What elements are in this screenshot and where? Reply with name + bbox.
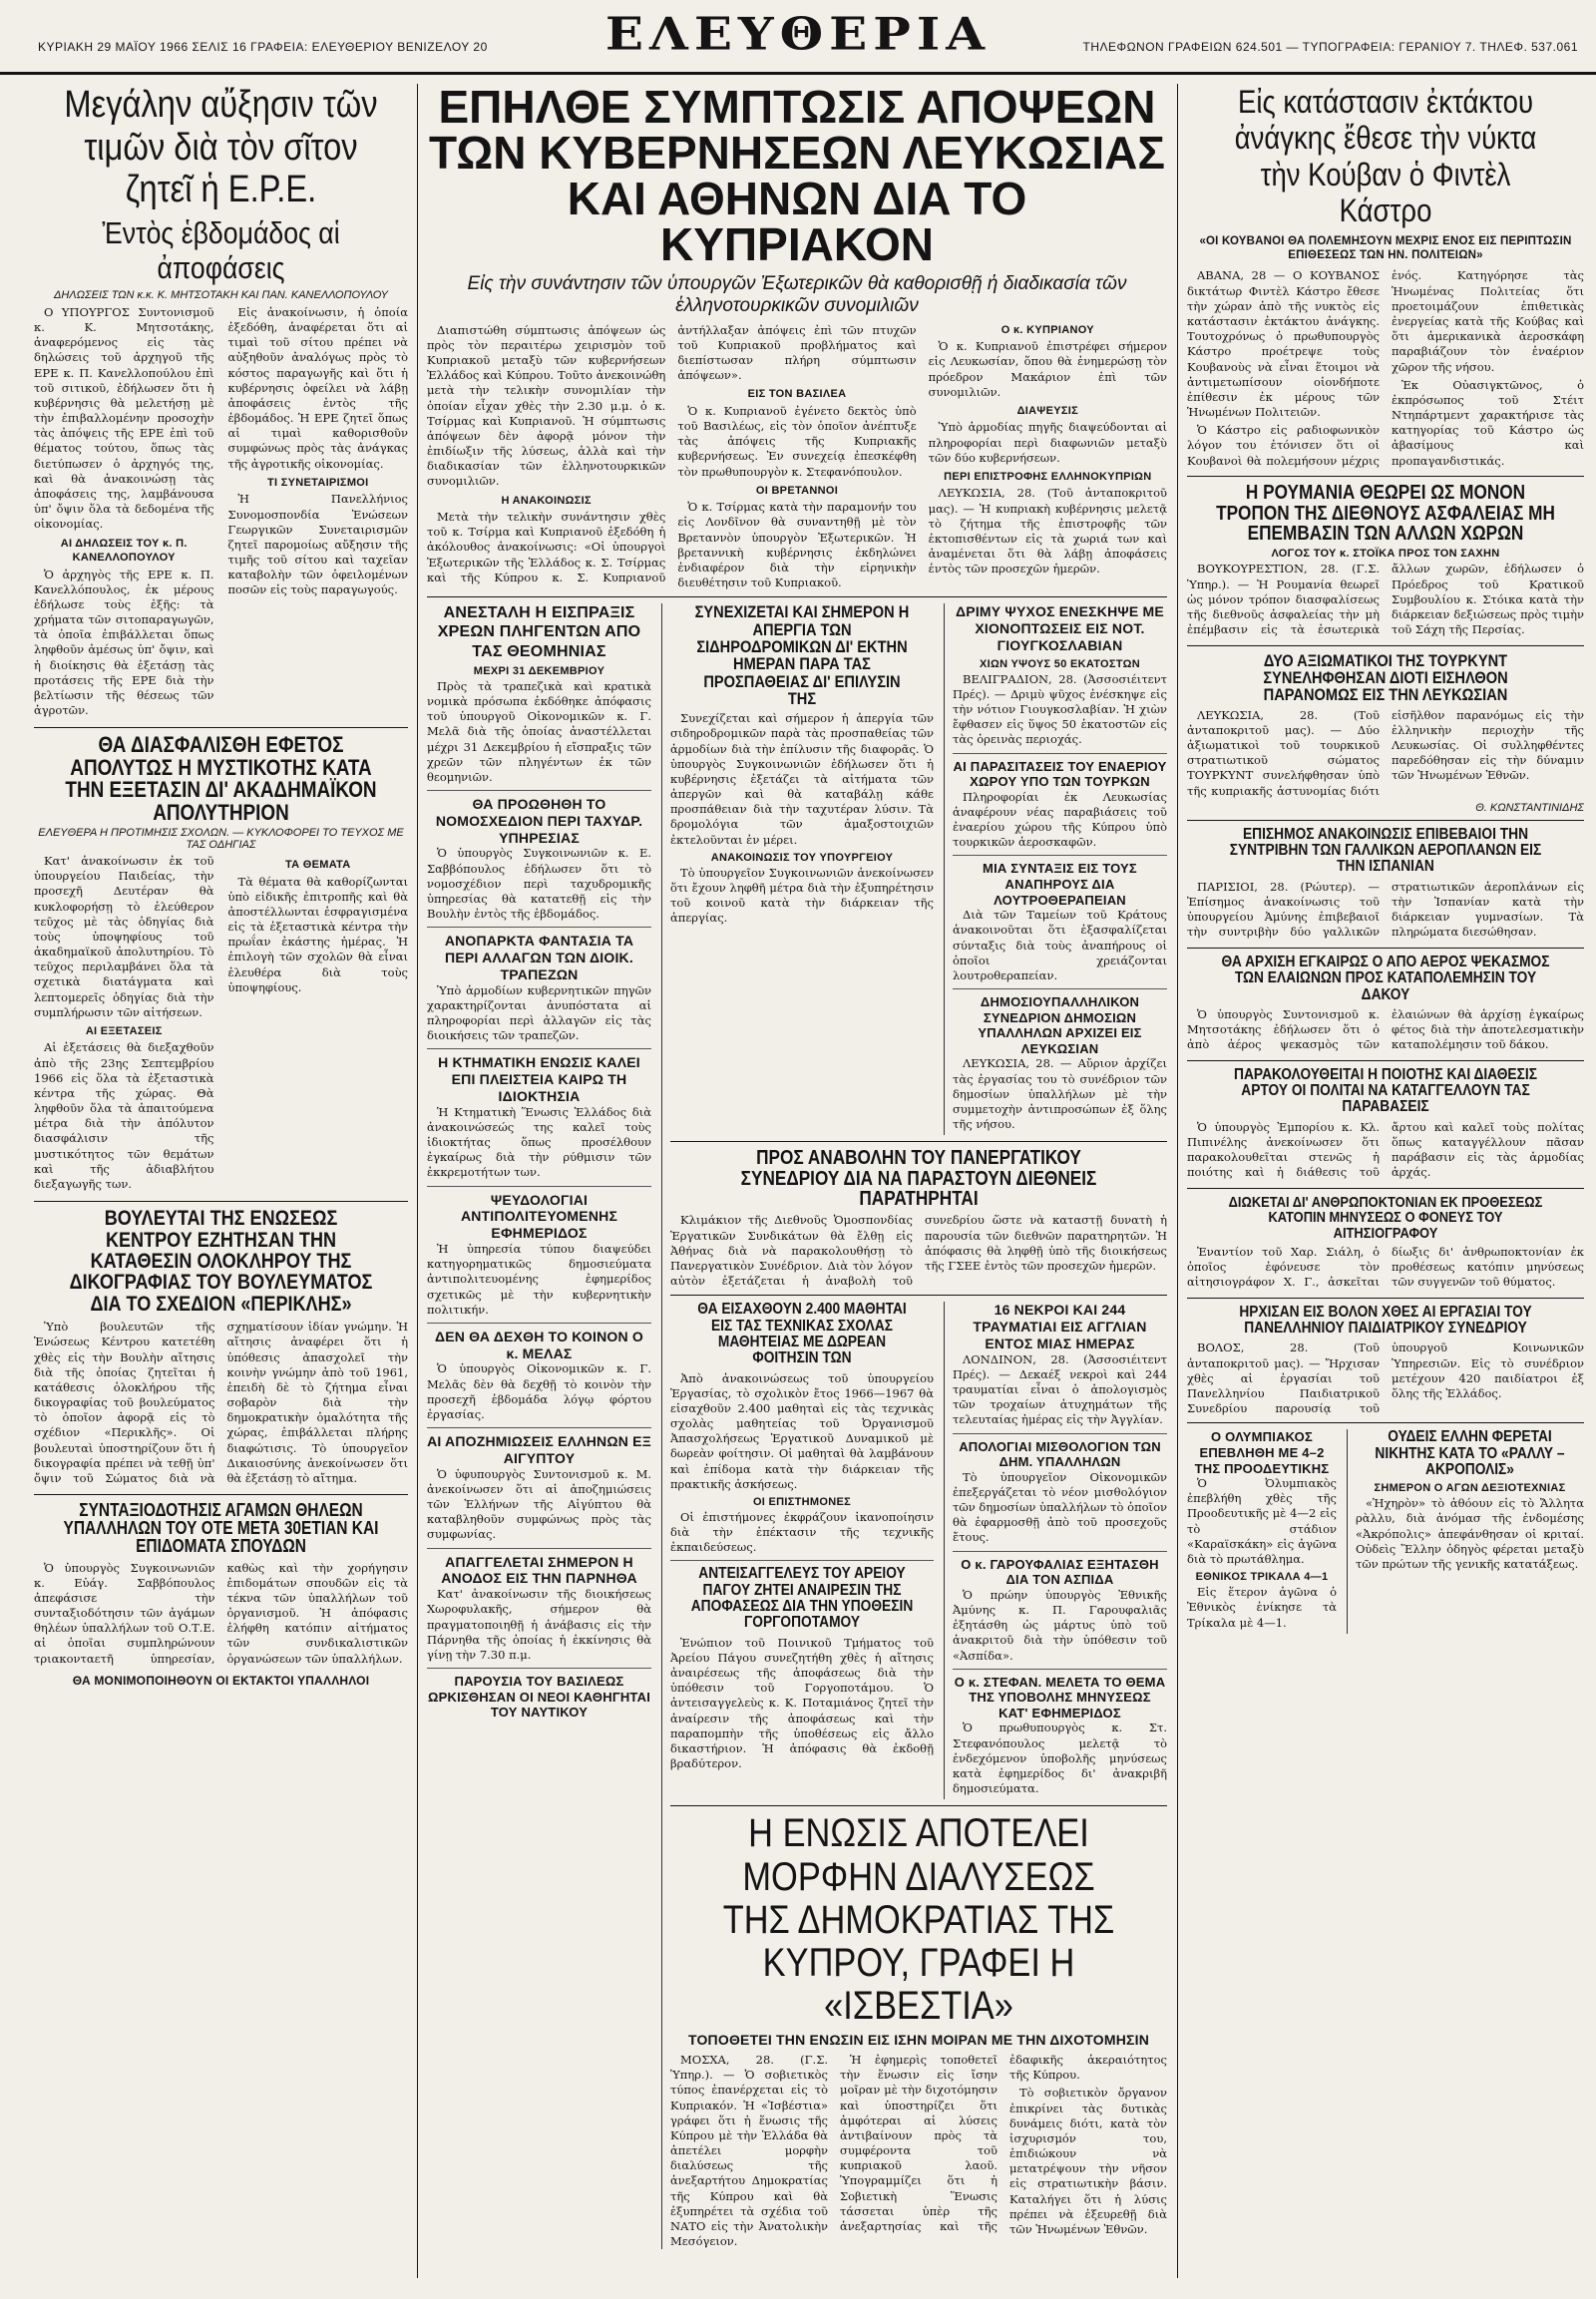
article-subheadline: ΘΑ ΜΟΝΙΜΟΠΟΙΗΘΟΥΝ ΟΙ ΕΚΤΑΚΤΟΙ ΥΠΑΛΛΗΛΟΙ <box>72 1674 370 1689</box>
article-olive-spraying <box>1187 955 1584 1054</box>
article-paragraph: Ὁ ὑπουργὸς Συντονισμοῦ κ. Μητσοτάκης ἐδήλωσεν ὅτι ὁ ἀπὸ ἀέρος ψεκασμὸς τῶν ἐλαιώνων θὰ ἀρχίσῃ ἐγκαίρως φέτος διὰ τὴν ἀποτελεσματικὴν καταπολέμησιν τοῦ δάκου. <box>1187 1006 1584 1052</box>
article-paragraph: Ἡ ὑπηρεσία τύπου διαψεύδει κατηγορηματικῶς δημοσιεύματα ἀντιπολιτευομένης ἐφημερίδος σχετικῶς μὲ τὴν κυβερνητικὴν πολιτικήν. <box>427 1242 651 1317</box>
article-paragraph: Ἀπὸ ἀνακοινώσεως τοῦ ὑπουργείου Ἐργασίας, τὸ σχολικὸν ἔτος 1966—1967 θὰ εἰσαχθοῦν 2.400 μαθηταὶ εἰς τὰς τεχνικὰς σχολὰς μαθητείας τοῦ Ὀργανισμοῦ Ἀπασχολήσεως Ἐργατικοῦ Δυναμικοῦ μὲ δωρεὰν φοίτησιν. Οἱ μαθηταὶ θὰ λαμβάνουν καὶ ἐπίδομα κατὰ τὴν διάρκειαν τῆς πρακτικῆς ἀσκήσεως. <box>670 1370 934 1491</box>
article-paragraph: Αἱ ἐξετάσεις θὰ διεξαχθοῦν ἀπὸ τῆς 23ης Σεπτεμβρίου 1966 εἰς ὅλα τὰ ἐξεταστικὰ κέντρα τῆς χώρας. Θὰ ληφθοῦν ὅλα τὰ ἀπαιτούμενα μέτρα διὰ τὴν ἀπόλυτον διασφάλισιν τῆς μυστικότητος τῶν θεμάτων καὶ τῆς ἀδιαβλήτου διεξαγωγῆς των. <box>34 1040 214 1191</box>
right-column <box>1187 84 1584 1634</box>
article-paragraph: ΛΕΥΚΩΣΙΑ, 28. (Τοῦ ἀνταποκριτοῦ μας). — Ἡ κυπριακὴ κυβέρνησις μελετᾷ τὸ ζήτημα τῆς ἐπιστροφῆς τῶν ἐκτοπισθέντων εἰς τὰ χωριά των καὶ ἀναμένεται ὅτι θὰ λάβῃ ἀποφάσεις ἐντὸς τῶν προσεχῶν ἡμερῶν. <box>928 486 1167 576</box>
article-headline: ΘΑ ΕΙΣΑΧΘΟΥΝ 2.400 ΜΑΘΗΤΑΙ ΕΙΣ ΤΑΣ ΤΕΧΝΙΚΑΣ ΣΧΟΛΑΣ ΜΑΘΗΤΕΙΑΣ ΜΕ ΔΩΡΕΑΝ ΦΟΙΤΗΣΙΝ ΤΩΝ <box>697 1301 907 1367</box>
article-paragraph: Συνεχίζεται καὶ σήμερον ἡ ἀπεργία τῶν σιδηροδρομικῶν παρὰ τὰς προσπαθείας τῶν ἁρμοδίων διὰ τὴν ἐπίλυσιν τῆς διαφορᾶς. Ὁ ὑπουργὸς Συγκοινωνιῶν ἐδήλωσεν ὅτι ἡ κυβέρνησις ἐξετάζει τὰ αἰτήματα τῶν ἀπεργῶν καὶ θὰ καταβάλῃ κάθε προσπάθειαν διὰ τὴν ταχυτέραν λύσιν. Τὰ δρομολόγια τῶν ἀμαξοστοιχιῶν ἐκτελοῦνται ἐν μέρει. <box>670 711 934 847</box>
article-paragraph: Τὸ ὑπουργεῖον Συγκοινωνιῶν ἀνεκοίνωσεν ὅτι ἔχουν ληφθῆ μέτρα διὰ τὴν ἐξυπηρέτησιν τοῦ κοινοῦ κατὰ τὴν διάρκειαν τῆς ἀπεργίας. <box>670 865 934 926</box>
article-subheadline: ΧΙΩΝ ΥΨΟΥΣ 50 ΕΚΑΤΟΣΤΩΝ <box>980 657 1140 670</box>
article-headline: Ο κ. ΓΑΡΟΥΦΑΛΙΑΣ ΕΞΗΤΑΣΘΗ ΔΙΑ ΤΟΝ ΑΣΠΙΔΑ <box>961 1556 1159 1588</box>
article-wheat-prices <box>34 84 408 721</box>
section-heading: Η ΑΝΑΚΟΙΝΩΣΙΣ <box>501 494 592 507</box>
article-paragraph: Ἐκ Οὐασιγκτῶνος, ὁ ἐκπρόσωπος τοῦ Στέιτ Ντηπάρτμεντ χαρακτήρισε τὰς κατηγορίας τοῦ Κάστρο ὡς ἀβασίμους καὶ προπαγανδιστικάς. <box>1392 377 1584 468</box>
article-headline: ΔΡΙΜΥ ΨΥΧΟΣ ΕΝΕΣΚΗΨΕ ΜΕ ΧΙΟΝΟΠΤΩΣΕΙΣ ΕΙΣ ΝΟΤ. ΓΙΟΥΓΚΟΣΛΑΒΙΑΝ <box>956 603 1164 653</box>
section-heading: ΠΕΡΙ ΕΠΙΣΤΡΟΦΗΣ ΕΛΛΗΝΟΚΥΠΡΙΩΝ <box>944 470 1152 483</box>
article-paragraph: Ο ΥΠΟΥΡΓΟΣ Συντονισμοῦ κ. Κ. Μητσοτάκης, ἀναφερόμενος εἰς τὰς δηλώσεις τοῦ ἀρχηγοῦ τῆς ΕΡΕ κ. Π. Κανελλοπούλου ἐπὶ τοῦ σιτικοῦ, ἐδήλωσεν ὅτι ἡ κυβέρνησις θὰ μελετήσῃ μὲ τὴν ἐπιβαλλομένην προσοχὴν τὰς ἀπόψεις τῆς ΕΡΕ ἐπὶ τοῦ θέματος τούτου, ὅπως τὰς διετύπωσεν ὁ ἀρχηγός της, καὶ θὰ ἀνακοινώσῃ τὰς ἀποφάσεις της, λαμβάνουσα ὑπ' ὄψιν ὅλα τὰ δεδομένα τῆς οἰκονομίας. <box>34 304 214 532</box>
article-headline: ΣΥΝΕΧΙΖΕΤΑΙ ΚΑΙ ΣΗΜΕΡΟΝ Η ΑΠΕΡΓΙΑ ΤΩΝ ΣΙΔΗΡΟΔΡΟΜΙΚΩΝ ΔΙ' ΕΚΤΗΝ ΗΜΕΡΑΝ ΠΑΡΑ ΤΑΣ ΠΡΟΣΠΑΘΕΙΑΣ ΔΙ' ΕΠΙΛΥΣΙΝ ΤΗΣ <box>694 602 910 708</box>
article-paragraph: ΛΕΥΚΩΣΙΑ, 28. (Τοῦ ἀνταποκριτοῦ μας). — Δύο ἀξιωματικοὶ τοῦ τουρκικοῦ στρατιωτικοῦ σώματος ΤΟΥΡΚΥΝΤ συνελήφθησαν ὑπὸ τῆς κυπριακῆς ἀστυνομίας διότι εἰσῆλθον παρανόμως εἰς τὴν ἑλληνικὴν περιοχὴν τῆς Λευκωσίας. Οἱ συλληφθέντες παρεδόθησαν εἰς τὴν δύναμιν τῶν Ἡνωμένων Ἐθνῶν. <box>1187 707 1584 798</box>
article-paragraph: Ἡ ἐφημερὶς τοποθετεῖ τὴν ἕνωσιν εἰς ἴσην μοῖραν μὲ τὴν διχοτόμησιν καὶ ὑποστηρίζει ὅτι ἀμφότεραι αἱ λύσεις ἀντιβαίνουν πρὸς τὰ συμφέροντα τοῦ κυπριακοῦ λαοῦ. Ὑπογραμμίζει ὅτι ἡ Σοβιετικὴ Ἕνωσις τάσσεται ὑπὲρ τῆς ἀνεξαρτησίας καὶ τῆς ἐδαφικῆς ἀκεραιότητος τῆς Κύπρου. <box>840 2053 1167 2233</box>
article-romania <box>1187 483 1584 639</box>
article-paragraph: ΒΟΥΚΟΥΡΕΣΤΙΟΝ, 28. (Γ.Σ. Ὑπηρ.). — Ἡ Ρουμανία θεωρεῖ ὡς μόνον τρόπον διασφαλίσεως τῆς διεθνοῦς ἀσφαλείας τὴν μὴ ἐπέμβασιν εἰς τὰ ἐσωτερικὰ ἄλλων χωρῶν, ἐδήλωσεν ὁ Πρόεδρος τοῦ Κρατικοῦ Συμβουλίου κ. Στόικα κατὰ τὴν διάρκειαν δεξιώσεως πρὸς τιμὴν τοῦ Σάχη τῆς Περσίας. <box>1187 562 1584 637</box>
article-byline: ΔΗΛΩΣΕΙΣ ΤΩΝ κ.κ. Κ. ΜΗΤΣΟΤΑΚΗ ΚΑΙ ΠΑΝ. ΚΑΝΕΛΛΟΠΟΥΛΟΥ <box>53 288 388 301</box>
section-heading: ΤΙ ΣΥΝΕΤΑΙΡΙΣΜΟΙ <box>266 476 369 489</box>
article-paragraph: ΛΕΥΚΩΣΙΑ, 28. — Αὔριον ἀρχίζει τὰς ἐργασίας του τὸ συνέδριον τῶν δημοσίων ὑπαλλήλων μὲ τὴν συμμετοχὴν ἀντιπροσώπων ἐξ ὅλης τῆς νήσου. <box>953 1056 1167 1132</box>
article-cuba-emergency <box>1187 84 1584 470</box>
izvestia-article <box>670 1812 1167 2249</box>
article-exam-secrecy <box>34 734 408 1195</box>
article-paragraph: Ὁ ὑπουργὸς Συγκοινωνιῶν κ. Ε. Σαββόπουλος ἐδήλωσεν ὅτι τὸ νομοσχέδιον περὶ ταχυδρομικῆς ὑπηρεσίας θὰ κατατεθῇ εἰς τὴν Βουλὴν ἐντὸς τῆς ἑβδομάδος. <box>427 846 651 922</box>
masthead-phone-line: ΤΗΛΕΦΩΝΟΝ ΓΡΑΦΕΙΩΝ 624.501 — ΤΥΠΟΓΡΑΦΕΙΑ: ΓΕΡΑΝΙΟΥ 7. ΤΗΛΕΦ. 537.061 <box>1082 40 1578 54</box>
section-heading: ΑΝΑΚΟΙΝΩΣΙΣ ΤΟΥ ΥΠΟΥΡΓΕΙΟΥ <box>710 851 894 864</box>
article-headline: ΠΡΟΣ ΑΝΑΒΟΛΗΝ ΤΟΥ ΠΑΝΕΡΓΑΤΙΚΟΥ ΣΥΝΕΔΡΙΟΥ ΔΙΑ ΝΑ ΠΑΡΑΣΤΟΥΝ ΔΙΕΘΝΕΙΣ ΠΑΡΑΤΗΡΗΤΑΙ <box>740 1147 1097 1211</box>
article-paragraph: Μετὰ τὴν τελικὴν συνάντησιν χθὲς τοῦ κ. Τσίρμα καὶ Κυπριανοῦ ἐξεδόθη ἡ ἀκόλουθος ἀνακοίνωσις: «Οἱ ὑπουργοὶ Ἐξωτερικῶν τῆς Ἑλλάδος κ. Σ. Τσίρμας καὶ τῆς Κύπρου κ. Σ. Κυπριανοῦ ἀντήλλαξαν ἀπόψεις ἐπὶ τῶν πτυχῶν τοῦ Κυπριακοῦ προβλήματος καὶ διεπίστωσαν πλήρη σύμπτωσιν ἀπόψεων». <box>427 322 917 584</box>
article-paragraph: Τὰ θέματα θὰ καθορίζωνται ὑπὸ εἰδικῆς ἐπιτροπῆς καὶ θὰ ἀποστέλλωνται ἐσφραγισμένα εἰς τὰ ἐξεταστικὰ κέντρα τὴν πρωΐαν ἑκάστης ἡμέρας. Ἡ ἐπιλογὴ τῶν σχολῶν θὰ εἶναι ἐλευθέρα διὰ τοὺς ὑποψηφίους. <box>227 874 408 994</box>
column-divider <box>1177 84 1178 2278</box>
article-headline: ΘΑ ΠΡΟΩΘΗΘΗ ΤΟ ΝΟΜΟΣΧΕΔΙΟΝ ΠΕΡΙ ΤΑΧΥΔΡ. ΥΠΗΡΕΣΙΑΣ <box>435 796 643 846</box>
article-headline: ΨΕΥΔΟΛΟΓΙΑΙ ΑΝΤΙΠΟΛΙΤΕΥΟΜΕΝΗΣ ΕΦΗΜΕΡΙΔΟΣ <box>460 1191 618 1242</box>
article-paragraph: Ὁ ἀρχηγὸς τῆς ΕΡΕ κ. Π. Κανελλόπουλος, ἐκ μέρους ἐδήλωσε τοὺς ἐξῆς: τὰ χρήματα τῶν σιτοπαραγωγῶν, τὰ ὁποῖα ἐπιβάλλεται ὅπως ληφθοῦν ἀμέσως ὑπ' ὄψιν, καὶ ἡ διοίκησις θὰ ἐξετάσῃ τὰς προτάσεις τῆς ΕΡΕ διὰ τὴν βελτίωσιν τῆς θέσεως τῶν ἀγροτῶν. <box>34 567 214 718</box>
section-heading: ΕΙΣ ΤΟΝ ΒΑΣΙΛΕΑ <box>747 388 847 401</box>
article-paragraph: ΑΒΑΝΑ, 28 — Ο ΚΟΥΒΑΝΟΣ δικτάτωρ Φιντὲλ Κάστρο ἔθεσε τὴν χώραν ἀπὸ τῆς νυκτὸς εἰς κατάστασιν ἐκτάκτου ἀνάγκης. Τουτοχρόνως ὁ πρωθυπουργὸς Κάστρο προέτρεψε τοὺς Κουβανοὺς νὰ εἶναι ἕτοιμοι νὰ ἀντιμετωπίσουν οἱονδήποτε ἐπίθεσιν ἐκ μέρους τῶν Ἡνωμένων Πολιτειῶν. <box>1187 268 1380 420</box>
article-paragraph: Ὑπὸ βουλευτῶν τῆς Ἑνώσεως Κέντρου κατετέθη χθὲς εἰς τὴν Βουλὴν αἴτησις διὰ τῆς ὁποίας ζητεῖται ἡ κατάθεσις ὁλοκλήρου τῆς δικογραφίας τοῦ βουλεύματος τὸ ὁποῖον ἀφορᾷ εἰς τὸ σχέδιον «Περικλῆς». Οἱ βουλευταὶ ὑποστηρίζουν ὅτι ἡ δικογραφία πρέπει νὰ τεθῇ ὑπ' ὄψιν τοῦ Σώματος διὰ νὰ σχηματίσουν ἰδίαν γνώμην. Ἡ αἴτησις ἀναφέρει ὅτι ἡ ὑπόθεσις ἀπασχολεῖ τὴν κοινὴν γνώμην ἀπὸ τοῦ 1961, ἐπειδὴ δὲ τὸ ζήτημα εἶναι σοβαρὸν διὰ τὴν δημοκρατικὴν ὁμαλότητα τῆς χώρας, ἐπιβάλλεται πλήρης διαφώτισις. Τὸ ὑπουργεῖον Δικαιοσύνης ἀνεκοίνωσεν ὅτι θὰ ἐξετάσῃ τὸ αἴτημα. <box>34 1320 408 1485</box>
article-bread-quality <box>1187 1067 1584 1182</box>
article-paragraph: Τὸ ὑπουργεῖον Οἰκονομικῶν ἐπεξεργάζεται τὸ νέον μισθολόγιον τῶν δημοσίων ὑπαλλήλων τὸ ὁποῖον θὰ ἐφαρμοσθῇ ἀπὸ τοῦ προσεχοῦς ἔτους. <box>953 1469 1167 1545</box>
article-headline: ΟΥΔΕΙΣ ΕΛΛΗΝ ΦΕΡΕΤΑΙ ΝΙΚΗΤΗΣ ΚΑΤΑ ΤΟ «ΡΑΛΛΥ – ΑΚΡΟΠΟΛΙΣ» <box>1375 1428 1565 1478</box>
section-heading: ΑΙ ΕΞΕΤΑΣΕΙΣ <box>85 1024 163 1037</box>
article-subhead: Ἐντὸς ἑβδομάδος αἱ ἀποφάσεις <box>102 214 340 286</box>
masthead-date-line: ΚΥΡΙΑΚΗ 29 ΜΑΪΟΥ 1966 ΣΕΛΙΣ 16 ΓΡΑΦΕΙΑ: ΕΛΕΥΘΕΡΙΟΥ ΒΕΝΙΖΕΛΟΥ 20 <box>38 40 488 54</box>
article-headline: ΘΑ ΔΙΑΣΦΑΛΙΣΘΗ ΕΦΕΤΟΣ ΑΠΟΛΥΤΩΣ Η ΜΥΣΤΙΚΟΤΗΣ ΚΑΤΑ ΤΗΝ ΕΞΕΤΑΣΙΝ ΔΙ' ΑΚΑΔΗΜΑΪΚΟΝ ΑΠΟΛΥΤΗΡΙΟΝ <box>65 732 377 825</box>
article-headline: Η ΚΤΗΜΑΤΙΚΗ ΕΝΩΣΙΣ ΚΑΛΕΙ ΕΠΙ ΠΛΕΙΣΤΕΙΑ ΚΑΙΡΩ ΤΗ ΙΔΙΟΚΤΗΣΙΑ <box>438 1054 640 1104</box>
column-divider <box>417 84 418 2278</box>
article-paragraph: Ἡ Πανελλήνιος Συνομοσπονδία Ἑνώσεων Γεωργικῶν Συνεταιρισμῶν ζητεῖ παρομοίως αὔξησιν τῆς τιμῆς τοῦ σίτου καὶ ταχεῖαν καταβολὴν τῶν ὀφειλομένων ποσῶν εἰς τοὺς παραγωγούς. <box>227 492 408 597</box>
article-paragraph: Διαπιστώθη σύμπτωσις ἀπόψεων ὡς πρὸς τὸν περαιτέρω χειρισμὸν τοῦ Κυπριακοῦ μεταξὺ τῶν κυβερνήσεων Ἑλλάδος καὶ Κύπρου. Τοῦτο ἀνεκοινώθη μετὰ τὴν τελικὴν συνομιλίαν τὴν ὁποίαν εἶχαν χθὲς τὴν 2.30 μ.μ. ὁ κ. Τσίρμας καὶ Κυπριανοῦ. Ἡ σύμπτωσις ἀπόψεων δὲν ἀφορᾷ μόνον τὴν ἐπιδίωξιν τῆς λύσεως, ἀλλὰ καὶ τὴν διαδικασίαν τῶν ἑλληνοτουρκικῶν συνομιλιῶν. <box>427 322 666 489</box>
article-headline: Ο κ. ΣΤΕΦΑΝ. ΜΕΛΕΤΑ ΤΟ ΘΕΜΑ ΤΗΣ ΥΠΟΒΟΛΗΣ ΜΗΝΥΣΕΩΣ ΚΑΤ' ΕΦΗΜΕΡΙΔΟΣ <box>954 1674 1166 1721</box>
article-headline: Εἰς κατάστασιν ἐκτάκτου ἀνάγκης ἔθεσε τὴν νύκτα τὴν Κούβαν ὁ Φιντὲλ Κάστρο <box>1234 84 1537 229</box>
article-paragraph: Ὑπὸ ἁρμοδίας πηγῆς διαψεύδονται αἱ πληροφορίαι περὶ διαφωνιῶν μεταξὺ τῶν δύο κυβερνήσεων. <box>928 420 1167 465</box>
article-headline: ΔΕΝ ΘΑ ΔΕΧΘΗ ΤΟ ΚΟΙΝΟΝ Ο κ. ΜΕΛΑΣ <box>434 1328 644 1361</box>
article-paragraph: Οἱ ἐπιστήμονες ἐκφράζουν ἱκανοποίησιν διὰ τὴν ἐπέκτασιν τῆς τεχνικῆς ἐκπαιδεύσεως. <box>670 1509 934 1555</box>
lead-headline: ΕΠΗΛΘΕ ΣΥΜΠΤΩΣΙΣ ΑΠΟΨΕΩΝ ΤΩΝ ΚΥΒΕΡΝΗΣΕΩΝ ΛΕΥΚΩΣΙΑΣ ΚΑΙ ΑΘΗΝΩΝ ΔΙΑ ΤΟ ΚΥΠΡΙΑΚΟΝ <box>429 84 1165 270</box>
section-heading: ΟΙ ΕΠΙΣΤΗΜΟΝΕΣ <box>752 1495 852 1508</box>
article-headline: ΑΝΟΠΑΡΚΤΑ ΦΑΝΤΑΣΙΑ ΤΑ ΠΕΡΙ ΑΛΛΑΓΩΝ ΤΩΝ ΔΙΟΙΚ. ΤΡΑΠΕΖΩΝ <box>444 933 634 982</box>
article-headline: 16 ΝΕΚΡΟΙ ΚΑΙ 244 ΤΡΑΥΜΑΤΙΑΙ ΕΙΣ ΑΓΓΛΙΑΝ ΕΝΤΟΣ ΜΙΑΣ ΗΜΕΡΑΣ <box>973 1302 1147 1351</box>
article-headline: ΑΠΑΓΓΕΛΕΤΑΙ ΣΗΜΕΡΟΝ Η ΑΝΟΔΟΣ ΕΙΣ ΤΗΝ ΠΑΡΝΗΘΑ <box>441 1553 637 1587</box>
article-headline: ΑΝΤΕΙΣΑΓΓΕΛΕΥΣ ΤΟΥ ΑΡΕΙΟΥ ΠΑΓΟΥ ΖΗΤΕΙ ΑΝΑΙΡΕΣΙΝ ΤΗΣ ΑΠΟΦΑΣΕΩΣ ΔΙΑ ΤΗΝ ΥΠΟΘΕΣΙΝ ΓΟΡΓΟΠΟΤΑΜΟΥ <box>690 1565 914 1632</box>
lead-article-cyprus <box>427 84 1167 590</box>
article-headline: Ο ΟΛΥΜΠΙΑΚΟΣ ΕΠΕΒΛΗΘΗ ΜΕ 4–2 ΤΗΣ ΠΡΟΟΔΕΥΤΙΚΗΣ <box>1194 1429 1330 1476</box>
article-paragraph: Τὸ σοβιετικὸν ὄργανον ἐπικρίνει τὰς δυτικὰς δυνάμεις διότι, κατὰ τὸν ἰσχυρισμόν του, ἐπιδιώκουν νὰ μετατρέψουν τὴν νῆσον εἰς στρατιωτικὴν βάσιν. Καταλήγει ὅτι ἡ λύσις πρέπει νὰ ἐξευρεθῇ διὰ τῶν Ἡνωμένων Ἐθνῶν. <box>1009 2086 1167 2236</box>
article-signature: Θ. ΚΩΝΣΤΑΝΤΙΝΙΔΗΣ <box>1475 801 1584 814</box>
article-paragraph: Ὁ κ. Κυπριανοῦ ἐπιστρέφει σήμερον εἰς Λευκωσίαν, ὅπου θὰ ἐνημερώσῃ τὸν πρόεδρον Μακάριον ἐπὶ τῶν συνομιλιῶν. <box>928 339 1167 399</box>
article-headline: ΑΠΟΛΟΓΙΑΙ ΜΙΣΘΟΛΟΓΙΟΝ ΤΩΝ ΔΗΜ. ΥΠΑΛΛΗΛΩΝ <box>959 1438 1161 1470</box>
article-paragraph: ΒΕΛΙΓΡΑΔΙΟΝ, 28. (Ἀσσοσιέιτεντ Πρές). — Δριμὺ ψῦχος ἐνέσκηψε εἰς τὴν νότιον Γιουγκοσλαβίαν. Ἡ χιὼν ἔφθασεν εἰς ὕψος 50 ἑκατοστῶν εἰς τὰς ὀρεινὰς περιοχάς. <box>953 671 1167 747</box>
article-paragraph: Ὁ ὑπουργὸς Οἰκονομικῶν κ. Γ. Μελᾶς δὲν θὰ δεχθῇ τὸ κοινὸν τὴν προσεχῆ ἑβδομάδα λόγῳ φόρτου ἐργασίας. <box>427 1361 651 1421</box>
article-paragraph: ΛΟΝΔΙΝΟΝ, 28. (Ἀσσοσιέιτεντ Πρές). — Δεκαέξ νεκροὶ καὶ 244 τραυματίαι εἶναι ὁ ἀπολογισμὸς τῶν τροχαίων ἀτυχημάτων τῆς τελευταίας ἡμέρας εἰς τὴν Ἀγγλίαν. <box>953 1351 1167 1427</box>
article-subheadline: ΣΗΜΕΡΟΝ Ο ΑΓΩΝ ΔΕΞΙΟΤΕΧΝΙΑΣ <box>1374 1482 1566 1495</box>
article-pericles-plan <box>34 1208 408 1487</box>
article-headline: ΕΠΙΣΗΜΟΣ ΑΝΑΚΟΙΝΩΣΙΣ ΕΠΙΒΕΒΑΙΟΙ ΤΗΝ ΣΥΝΤΡΙΒΗΝ ΤΩΝ ΓΑΛΛΙΚΩΝ ΑΕΡΟΠΛΑΝΩΝ ΕΙΣ ΤΗΝ ΙΣΠΑΝΙΑΝ <box>1229 825 1542 876</box>
weather-and-cyprus-briefs <box>944 603 1167 1135</box>
article-headline: ΣΥΝΤΑΞΙΟΔΟΤΗΣΙΣ ΑΓΑΜΩΝ ΘΗΛΕΩΝ ΥΠΑΛΛΗΛΩΝ ΤΟΥ ΟΤΕ ΜΕΤΑ 30ΕΤΙΑΝ ΚΑΙ ΕΠΙΔΟΜΑΤΑ ΣΠΟΥΔΩΝ <box>63 1499 379 1557</box>
article-rally-acropolis <box>1347 1429 1584 1633</box>
article-subheadline: ΤΟΠΟΘΕΤΕΙ ΤΗΝ ΕΝΩΣΙΝ ΕΙΣ ΙΣΗΝ ΜΟΙΡΑΝ ΜΕ ΤΗΝ ΔΙΧΟΤΟΜΗΣΙΝ <box>687 2032 1150 2049</box>
article-headline: ΗΡΧΙΣΑΝ ΕΙΣ ΒΟΛΟΝ ΧΘΕΣ ΑΙ ΕΡΓΑΣΙΑΙ ΤΟΥ ΠΑΝΕΛΛΗΝΙΟΥ ΠΑΙΔΙΑΤΡΙΚΟΥ ΣΥΝΕΔΡΙΟΥ <box>1239 1303 1532 1338</box>
article-headline: ΔΙΩΚΕΤΑΙ ΔΙ' ΑΝΘΡΩΠΟΚΤΟΝΙΑΝ ΕΚ ΠΡΟΘΕΣΕΩΣ ΚΑΤΟΠΙΝ ΜΗΝΥΣΕΩΣ Ο ΦΟΝΕΥΣ ΤΟΥ ΑΙΤΗΣΙΟΓΡΑΦΟΥ <box>1228 1193 1543 1242</box>
article-byline: ΕΛΕΥΘΕΡΑ Η ΠΡΟΤΙΜΗΣΙΣ ΣΧΟΛΩΝ. — ΚΥΚΛΟΦΟΡΕΙ ΤΟ ΤΕΥΧΟΣ ΜΕ ΤΑΣ ΟΔΗΓΙΑΣ <box>38 827 404 851</box>
article-paragraph: Ἐναντίον τοῦ Χαρ. Σιάλη, ὁ ὁποῖος ἐφόνευσε τὸν αἰτησιογράφον Χ. Γ., ἀσκεῖται δίωξις δι' ἀνθρωποκτονίαν ἐκ προθέσεως κατόπιν μηνύσεως τῶν συγγενῶν τοῦ θύματος. <box>1187 1244 1584 1290</box>
article-headline: ΠΑΡΟΥΣΙΑ ΤΟΥ ΒΑΣΙΛΕΩΣ ΩΡΚΙΣΘΗΣΑΝ ΟΙ ΝΕΟΙ ΚΑΘΗΓΗΤΑΙ ΤΟΥ ΝΑΥΤΙΚΟΥ <box>427 1674 651 1721</box>
article-headline: ΔΗΜΟΣΙΟΥΠΑΛΛΗΛΙΚΟΝ ΣΥΝΕΔΡΙΟΝ ΔΗΜΟΣΙΩΝ ΥΠΑΛΛΗΛΩΝ ΑΡΧΙΖΕΙ ΕΙΣ ΛΕΥΚΩΣΙΑΝ <box>978 994 1142 1056</box>
article-paragraph: Ἡ Κτηματικὴ Ἕνωσις Ἑλλάδος διὰ ἀνακοινώσεώς της καλεῖ τοὺς ἰδιοκτήτας ὅπως προσέλθουν ἐγκαίρως διὰ τὴν ρύθμισιν τῶν ἐκκρεμοτήτων των. <box>427 1104 651 1180</box>
article-headline: ΜΙΑ ΣΥΝΤΑΞΙΣ ΕΙΣ ΤΟΥΣ ΑΝΑΠΗΡΟΥΣ ΔΙΑ ΛΟΥΤΡΟΘΕΡΑΠΕΙΑΝ <box>983 861 1137 908</box>
article-paragraph: Κλιμάκιον τῆς Διεθνοῦς Ὁμοσπονδίας Ἐργατικῶν Συνδικάτων θὰ ἔλθῃ εἰς Ἀθήνας διὰ νὰ παρακολουθήσῃ τὸ Πανεργατικὸν Συνέδριον. Διὰ τὸν λόγον αὐτὸν ἐξετάζεται ἡ ἀναβολὴ τοῦ συνεδρίου ὥστε νὰ καταστῇ δυνατὴ ἡ παρουσία τῶν διεθνῶν παρατηρητῶν. Ἡ ἀπόφασις θὰ ληφθῇ ὑπὸ τῆς διοικήσεως τῆς ΓΣΕΕ ἐντὸς τῶν προσεχῶν ἡμερῶν. <box>670 1213 1167 1289</box>
lead-subhead: Εἰς τὴν συνάντησιν τῶν ὑπουργῶν Ἐξωτερικῶν θὰ καθορισθῇ ἡ διαδικασία τῶν ἑλληνοτουρκικῶν συνομιλιῶν <box>467 273 1127 316</box>
article-subheadline: ΛΟΓΟΣ ΤΟΥ κ. ΣΤΟΪΚΑ ΠΡΟΣ ΤΟΝ ΣΑΧΗΝ <box>1271 548 1500 561</box>
article-headline: ΔΥΟ ΑΞΙΩΜΑΤΙΚΟΙ ΤΗΣ ΤΟΥΡΚΥΝΤ ΣΥΝΕΛΗΦΘΗΣΑΝ ΔΙΟΤΙ ΕΙΣΗΛΘΟΝ ΠΑΡΑΝΟΜΩΣ ΕΙΣ ΤΗΝ ΛΕΥΚΩΣΙΑΝ <box>1263 650 1508 705</box>
rail-strike-article <box>670 603 934 1135</box>
article-paragraph: Ὁ ὑπουργὸς Ἐμπορίου κ. Κλ. Πιπινέλης ἀνεκοίνωσεν ὅτι παρακολουθεῖται στενῶς ἡ ποιότης καὶ ἡ διάθεσις τοῦ ἄρτου καὶ καλεῖ τοὺς πολίτας ὅπως καταγγέλλουν πᾶσαν παράβασιν εἰς τὰς ἁρμοδίας ἀρχάς. <box>1187 1119 1584 1180</box>
article-turkish-officers <box>1187 652 1584 814</box>
article-paragraph: Ἐνώπιον τοῦ Ποινικοῦ Τμήματος τοῦ Ἀρείου Πάγου συνεζητήθη χθὲς ἡ αἴτησις ἀναιρέσεως τῆς ἀποφάσεως διὰ τὴν ὑπόθεσιν τοῦ Γοργοποτάμου. Ὁ ἀντεισαγγελεὺς κ. Κ. Ποταμιάνος ζητεῖ τὴν ἀναίρεσιν τῆς ἀποφάσεως καὶ τὴν παραπομπὴν τῆς ὑποθέσεως εἰς ἄλλο δικαστήριον. Ἡ ἀπόφασις θὰ ἐκδοθῇ βραδύτερον. <box>670 1635 934 1771</box>
masthead <box>0 0 1596 75</box>
article-headline: ΒΟΥΛΕΥΤΑΙ ΤΗΣ ΕΝΩΣΕΩΣ ΚΕΝΤΡΟΥ ΕΖΗΤΗΣΑΝ ΤΗΝ ΚΑΤΑΘΕΣΙΝ ΟΛΟΚΛΗΡΟΥ ΤΗΣ ΔΙΚΟΓΡΑΦΙΑΣ ΤΟΥ ΒΟΥΛΕΥΜΑΤΟΣ ΔΙΑ ΤΟ ΣΧΕΔΙΟΝ «ΠΕΡΙΚΛΗΣ» <box>69 1207 373 1316</box>
article-paragraph: Διὰ τῶν Ταμείων τοῦ Κράτους ἀνακοινοῦται ὅτι ἐξασφαλίζεται σύνταξις διὰ τοὺς ἀναπήρους οἱ ὁποῖοι χρειάζονται λουτροθεραπείαν. <box>953 908 1167 982</box>
article-paragraph: Ὁ ὑφυπουργὸς Συντονισμοῦ κ. Μ. ἀνεκοίνωσεν ὅτι αἱ ἀποζημιώσεις τῶν Ἑλλήνων τῆς Αἰγύπτου θὰ καταβληθοῦν συμφώνως πρὸς τὰς συμφωνίας. <box>427 1466 651 1542</box>
article-headline: Η ΕΝΩΣΙΣ ΑΠΟΤΕΛΕΙ ΜΟΡΦΗΝ ΔΙΑΛΥΣΕΩΣ ΤΗΣ ΔΗΜΟΚΡΑΤΙΑΣ ΤΗΣ ΚΥΠΡΟΥ, ΓΡΑΦΕΙ Η «ΙΣΒΕΣΤΙΑ» <box>722 1811 1115 2029</box>
short-news-column <box>427 603 651 2249</box>
article-headline: ΑΙ ΑΠΟΖΗΜΙΩΣΕΙΣ ΕΛΛΗΝΩΝ ΕΞ ΑΙΓΥΠΤΟΥ <box>427 1433 651 1466</box>
article-paragraph: Κατ' ἀνακοίνωσιν τῆς διοικήσεως Χωροφυλακῆς, σήμερον θὰ πραγματοποιηθῇ ἡ ἀνάβασις εἰς τὴν Πάρνηθα τῆς ὁποίας ἡ ἐκκίνησις θὰ γίνῃ τὴν 7.30 π.μ. <box>427 1587 651 1662</box>
article-paragraph: Ὁ κ. Κυπριανοῦ ἐγένετο δεκτὸς ὑπὸ τοῦ Βασιλέως, εἰς τὸν ὁποῖον ἀνέπτυξε τὰς ἀπόψεις τῆς Κυπριακῆς κυβερνήσεως. Ἐν συνεχείᾳ ἐπεσκέφθη τὸν πρωθυπουργὸν κ. Στεφανόπουλον. <box>677 403 917 479</box>
article-french-planes <box>1187 827 1584 942</box>
article-paragraph: ΜΟΣΧΑ, 28. (Γ.Σ. Ὑπηρ.). — Ὁ σοβιετικὸς τύπος ἐπανέρχεται εἰς τὸ Κυπριακόν. Ἡ «Ἰσβέστια» γράφει ὅτι ἡ ἕνωσις τῆς Κύπρου μὲ τὴν Ἑλλάδα θὰ ἀπετέλει μορφὴν διαλύσεως τῆς ἀνεξαρτήτου Δημοκρατίας τῆς Κύπρου καὶ θὰ ἐξυπηρέτει τὰ σχέδια τοῦ ΝΑΤΟ εἰς τὴν Ἀνατολικὴν Μεσόγειον. <box>670 2053 828 2249</box>
article-headline: Μεγάλην αὔξησιν τῶν τιμῶν διὰ τὸν σῖτον ζητεῖ ἡ Ε.Ρ.Ε. <box>64 84 378 211</box>
article-paragraph: Εἰς ἀνακοίνωσιν, ἡ ὁποία ἐξεδόθη, ἀναφέρεται ὅτι αἱ τιμαὶ τοῦ σίτου πρέπει νὰ αὐξηθοῦν ἀναλόγως πρὸς τὸ κόστος παραγωγῆς καὶ ὅτι ἡ κυβέρνησις ὀφείλει νὰ λάβῃ ἀποφάσεις ἐντὸς τῆς ἑβδομάδος. Ἡ ΕΡΕ ζητεῖ ὅπως αἱ τιμαὶ καθορισθοῦν συμφώνως πρὸς τὰς ἀνάγκας τῆς ἀγροτικῆς οἰκονομίας. <box>227 304 408 471</box>
article-paragraph: Ὁ ὑπουργὸς Συγκοινωνιῶν κ. Εὐάγ. Σαββόπουλος ἀπεφάσισε τὴν συνταξιοδότησιν τῶν ἀγάμων θηλέων ὑπαλλήλων τοῦ Ο.Τ.Ε. αἱ ὁποῖαι συμπληρώνουν τριακονταετῆ ὑπηρεσίαν, καθὼς καὶ τὴν χορήγησιν ἐπιδομάτων σπουδῶν εἰς τὰ τέκνα τῶν ὑπαλλήλων τοῦ ὀργανισμοῦ. Ἡ ἀπόφασις ἐλήφθη κατόπιν αἰτήματος τῶν συνδικαλιστικῶν ὀργανώσεων τῶν ὑπαλλήλων. <box>34 1560 408 1666</box>
article-paragraph: «Ἠχηρὸν» τὸ ἀθόουν εἰς τὸ Ἄλλητα ρὰλλυ, διὰ ἀνόμασ τῆς ἐνδομέσης «Ἀκρόπολις» ἀπεφάνθησαν οἱ κριταί. Οὐδεὶς Ἕλλην ὁδηγὸς φέρεται μεταξὺ τῶν πρώτων τῆς γενικῆς κατατάξεως. <box>1356 1496 1584 1571</box>
article-headline: Η ΡΟΥΜΑΝΙΑ ΘΕΩΡΕΙ ΩΣ ΜΟΝΟΝ ΤΡΟΠΟΝ ΤΗΣ ΔΙΕΘΝΟΥΣ ΑΣΦΑΛΕΙΑΣ ΜΗ ΕΠΕΜΒΑΣΙΝ ΤΩΝ ΑΛΛΩΝ ΧΩΡΩΝ <box>1216 482 1555 545</box>
article-paragraph: Ὁ Ὀλυμπιακὸς ἐπεβλήθη χθὲς τῆς Προοδευτικῆς μὲ 4—2 εἰς τὸ στάδιον «Καραϊσκάκη» εἰς ἀγῶνα διὰ τὸ πρωτάθλημα. <box>1187 1476 1337 1566</box>
article-headline: ΠΑΡΑΚΟΛΟΥΘΕΙΤΑΙ Η ΠΟΙΟΤΗΣ ΚΑΙ ΔΙΑΘΕΣΙΣ ΑΡΤΟΥ ΟΙ ΠΟΛΙΤΑΙ ΝΑ ΚΑΤΑΓΓΕΛΛΟΥΝ ΤΑΣ ΠΑΡΑΒΑΣΕΙΣ <box>1234 1065 1537 1116</box>
article-subheadline: ΜΕΧΡΙ 31 ΔΕΚΕΜΒΡΙΟΥ <box>473 664 605 677</box>
article-headline: ΘΑ ΑΡΧΙΣΗ ΕΓΚΑΙΡΩΣ Ο ΑΠΟ ΑΕΡΟΣ ΨΕΚΑΣΜΟΣ ΤΩΝ ΕΛΑΙΩΝΩΝ ΠΡΟΣ ΚΑΤΑΠΟΛΕΜΗΣΙΝ ΤΟΥ ΔΑΚΟΥ <box>1221 953 1550 1003</box>
article-paragraph: Κατ' ἀνακοίνωσιν ἐκ τοῦ ὑπουργείου Παιδείας, τὴν προσεχῆ Δευτέραν θὰ κυκλοφορήσῃ τὸ ἐλεύθερον τεῦχος μὲ τὰς ὁδηγίας διὰ τοὺς ὑποψηφίους τοῦ ἀκαδημαϊκοῦ ἀπολυτηρίου. Τὸ τεῦχος περιλαμβάνει ὅλα τὰ σχετικὰ διατάγματα καὶ λεπτομερεῖς ὁδηγίας διὰ τὴν συμπλήρωσιν τῶν αἰτήσεων. <box>34 854 214 1019</box>
left-column <box>34 84 408 1689</box>
section-heading: ΑΙ ΔΗΛΩΣΕΙΣ ΤΟΥ κ. Π. ΚΑΝΕΛΛΟΠΟΥΛΟΥ <box>60 537 188 565</box>
article-paragraph: Πληροφορίαι ἐκ Λευκωσίας ἀναφέρουν νέας παραβιάσεις τοῦ ἐναερίου χώρου τῆς Κύπρου ὑπὸ τουρκικῶν ἀεροσκαφῶν. <box>953 789 1167 850</box>
article-subheadline: «ΟΙ ΚΟΥΒΑΝΟΙ ΘΑ ΠΟΛΕΜΗΣΟΥΝ ΜΕΧΡΙΣ ΕΝΟΣ ΕΙΣ ΠΕΡΙΠΤΩΣΙΝ ΕΠΙΘΕΣΕΩΣ ΤΩΝ ΗΝ. ΠΟΛΙΤΕΙΩΝ» <box>1199 234 1572 261</box>
article-headline: ΑΝΕΣΤΑΛΗ Η ΕΙΣΠΡΑΞΙΣ ΧΡΕΩΝ ΠΛΗΓΕΝΤΩΝ ΑΠΟ ΤΑΣ ΘΕΟΜΗΝΙΑΣ <box>437 604 641 660</box>
article-paragraph: Ὁ πρωθυπουργὸς κ. Στ. Στεφανόπουλος μελετᾷ τὸ ἐνδεχόμενον ὑποβολῆς μηνύσεως κατὰ ἐφημερίδος δι' ἀνακριβῆ δημοσιεύματα. <box>953 1721 1167 1796</box>
article-headline: ΑΙ ΠΑΡΑΣΙΤΑΣΕΙΣ ΤΟΥ ΕΝΑΕΡΙΟΥ ΧΩΡΟΥ ΥΠΟ ΤΩΝ ΤΟΥΡΚΩΝ <box>953 758 1167 790</box>
newspaper-title: ΕΛΕΥΘΕΡΙΑ <box>604 6 992 61</box>
section-heading: Ο κ. ΚΥΠΡΙΑΝΟΥ <box>1000 323 1094 336</box>
article-olympiakos <box>1187 1429 1337 1633</box>
section-heading: ΕΘΝΙΚΟΣ ΤΡΙΚΑΛΑ 4—1 <box>1195 1571 1329 1584</box>
article-paragraph: Εἰς ἕτερον ἀγῶνα ὁ Ἐθνικὸς ἐνίκησε τὰ Τρίκαλα μὲ 4—1. <box>1187 1585 1337 1630</box>
article-paragraph: ΒΟΛΟΣ, 28. (Τοῦ ἀνταποκριτοῦ μας). — Ἤρχισαν χθὲς αἱ ἐργασίαι τοῦ Πανελληνίου Παιδιατρικοῦ Συνεδρίου παρουσίᾳ τοῦ ὑπουργοῦ Κοινωνικῶν Ὑπηρεσιῶν. Εἰς τὸ συνέδριον μετέχουν 420 παιδίατροι ἐξ ὅλης τῆς Ἑλλάδος. <box>1187 1341 1584 1416</box>
article-paragraph: Ὁ πρώην ὑπουργὸς Ἐθνικῆς Ἀμύνης κ. Π. Γαρουφαλιᾶς ἐξητάσθη ὡς μάρτυς ὑπὸ τοῦ ἀνακριτοῦ διὰ τὴν ὑπόθεσιν τοῦ «Ἀσπίδα». <box>953 1587 1167 1663</box>
section-heading: ΔΙΑΨΕΥΣΙΣ <box>1016 404 1079 417</box>
article-paragraph: Ὁ κ. Τσίρμας κατὰ τὴν παραμονήν του εἰς Λονδῖνον θὰ συναντηθῇ μὲ τὸν Βρεταννὸν ὑπουργὸν Ἐξωτερικῶν. Ἡ βρεταννικὴ κυβέρνησις ἐκδηλώνει ἐνδιαφέρον διὰ τὴν εἰρηνικὴν διευθέτησιν τοῦ Κυπριακοῦ. <box>677 500 917 590</box>
article-paragraph: ΠΑΡΙΣΙΟΙ, 28. (Ρώυτερ). — Ἐπίσημος ἀνακοίνωσις τοῦ ὑπουργείου Ἀμύνης ἐπιβεβαιοῖ τὴν συντριβὴν δύο γαλλικῶν στρατιωτικῶν ἀεροπλάνων εἰς τὴν Ἱσπανίαν κατὰ τὴν διάρκειαν γυμνασίων. Τὰ πληρώματα διεσώθησαν. <box>1187 879 1584 940</box>
article-paragraph: Ὑπὸ ἁρμοδίων κυβερνητικῶν πηγῶν χαρακτηρίζονται ἀνυπόστατα αἱ πληροφορίαι περὶ ἀλλαγῶν εἰς τὰς διοικήσεις τῶν τραπεζῶν. <box>427 982 651 1043</box>
labour-congress-article <box>670 1148 1167 1289</box>
section-heading: ΟΙ ΒΡΕΤΑΝΝΟΙ <box>755 484 839 497</box>
section-heading: ΤΑ ΘΕΜΑΤΑ <box>284 859 351 871</box>
article-murder-case <box>1187 1195 1584 1292</box>
article-paragraph: Ὁ Κάστρο εἰς ραδιοφωνικὸν λόγον του ἐτόνισεν ὅτι οἱ Κουβανοὶ θὰ πολεμήσουν μέχρις ἑνός. Κατηγόρησε τὰς Ἡνωμένας Πολιτείας ὅτι προετοιμάζουν ἐπιθετικὰς ἐνεργείας κατὰ τῆς Κούβας καὶ ὅτι ἀμερικανικὰ ἀεροσκάφη παραβιάζουν τὸν ἐναέριον χῶρον τῆς νήσου. <box>1187 268 1584 468</box>
article-paediatric-congress <box>1187 1305 1584 1416</box>
article-paragraph: Πρὸς τὰ τραπεζικὰ καὶ κρατικὰ νομικὰ πρόσωπα ἐκδόθηκε ἀπόφασις τοῦ ὑπουργοῦ Οἰκονομικῶν κ. Γ. Μελᾶ διὰ τῆς ὁποίας ἀναστέλλεται μέχρι 31 Δεκεμβρίου ἡ εἴσπραξις τῶν χρεῶν τῶν πληγέντων ἐκ τῶν θεομηνιῶν. <box>427 678 651 784</box>
article-ote-pensions <box>34 1501 408 1689</box>
center-column <box>427 84 1167 2249</box>
